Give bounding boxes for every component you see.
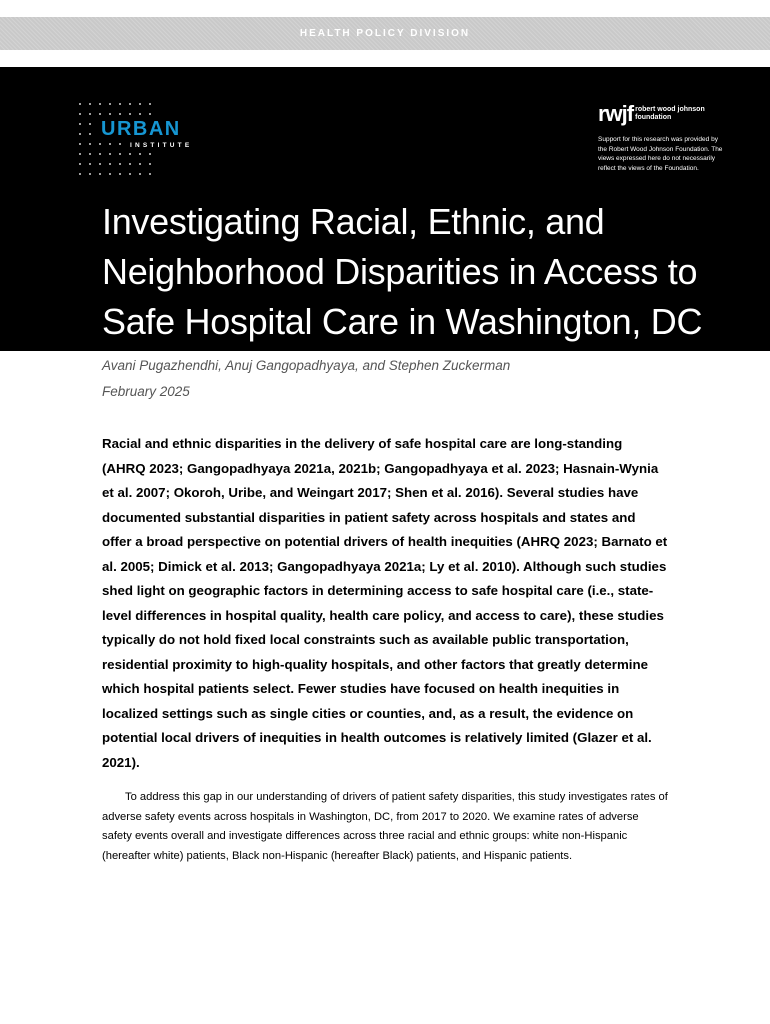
- rwjf-logo-mark: rwjf: [598, 101, 634, 126]
- division-banner: [0, 17, 770, 50]
- division-label: HEALTH POLICY DIVISION: [299, 28, 471, 39]
- urban-wordmark: URBAN: [101, 118, 181, 140]
- title-hero: [0, 67, 770, 351]
- lede-paragraph: Racial and ethnic disparities in the delivery of safe hospital care are long-standing (AHRQ 2023; Gangopadhyaya 2021a, 2021b; Gangopadhyaya et al. 2023; Hasnain-Wynia et al. 2007; Okoroh, Uribe, and Weingart 2017; Shen et al. 2016). Several studies have documented substantial disparities in patient safety across hospitals and states and offer a broad perspective on potential drivers of health inequities (AHRQ 2023; Barnato et al. 2005; Dimick et al. 2013; Gangopadhyaya 2021a; Ly et al. 2010). Although such studies shed light on geographic factors in determining access to safe hospital care (i.e., state-level differences in hospital quality, health care policy, and access to care), these studies typically do not hold fixed local constraints such as available public transportation, residential proximity to high-quality hospitals, and other factors that greatly determine which hospital patients select. Fewer studies have focused on health inequities in localized settings such as single cities or counties, and, as a result, the evidence on potential local drivers of inequities in health outcomes is relatively limited (Glazer et al. 2021).: [102, 436, 668, 770]
- institute-wordmark: INSTITUTE: [130, 142, 193, 149]
- publication-date: February 2025: [102, 384, 190, 399]
- rwjf-name-line1: robert wood johnson: [635, 106, 705, 113]
- author-line: Avani Pugazhendhi, Anuj Gangopadhyaya, and Stephen Zuckerman: [102, 358, 511, 373]
- body-paragraph: To address this gap in our understanding of drivers of patient safety disparities, this study investigates rates of adverse safety events across hospitals in Washington, DC, from 2017 to 2020. We examine rates of adverse safety events overall and investigate differences across three racial and ethnic groups: white non-Hispanic (hereafter white) patients, Black non-Hispanic (hereafter Black) patients, and Hispanic patients.: [102, 791, 668, 862]
- rwjf-name-line2: foundation: [635, 114, 672, 121]
- report-title: Investigating Racial, Ethnic, and Neighborhood Disparities in Access to Safe Hospital Care in Washington, DC: [102, 201, 703, 342]
- rwjf-foundation-name: [635, 106, 715, 122]
- funding-disclaimer: Support for this research was provided by the Robert Wood Johnson Foundation. The views expressed here do not necessarily reflect the views of the Foundation.: [598, 136, 723, 172]
- urban-institute-logo: [78, 102, 208, 182]
- rwjf-logo-block: [598, 101, 728, 173]
